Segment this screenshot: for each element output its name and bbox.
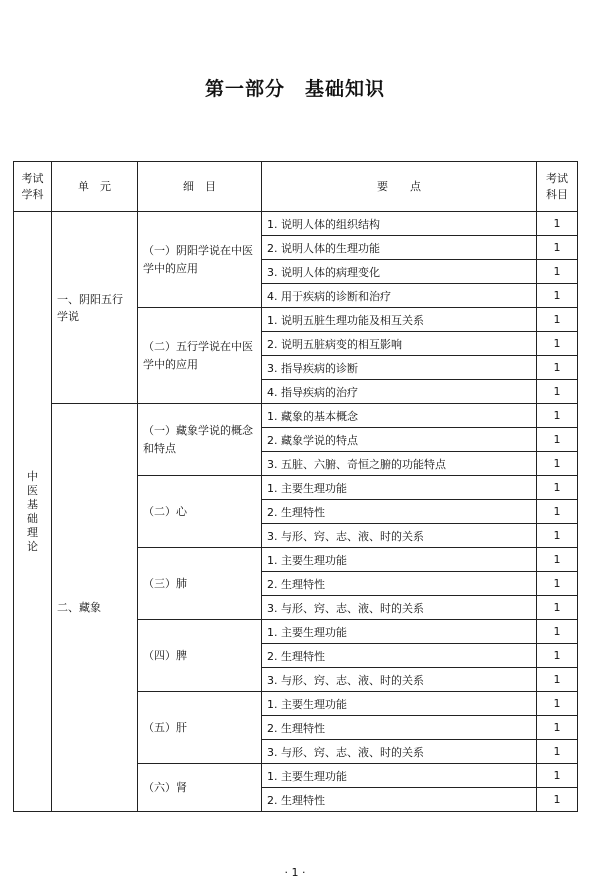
point-cell: 1. 主要生理功能: [262, 476, 537, 500]
level-cell: 1: [537, 596, 578, 620]
page-title: 第一部分 基础知识: [204, 78, 385, 100]
point-cell: 2. 生理特性: [262, 500, 537, 524]
header-level: 考试 科目: [537, 162, 578, 212]
level-cell: 1: [537, 428, 578, 452]
level-cell: 1: [537, 380, 578, 404]
item-cell: （一）阴阳学说在中医学中的应用: [138, 212, 262, 308]
level-cell: 1: [537, 260, 578, 284]
point-cell: 2. 藏象学说的特点: [262, 428, 537, 452]
item-cell: （三）肺: [138, 548, 262, 620]
level-cell: 1: [537, 740, 578, 764]
point-cell: 4. 用于疾病的诊断和治疗: [262, 284, 537, 308]
header-item: 细 目: [138, 162, 262, 212]
header-subject: 考试 学科: [14, 162, 52, 212]
point-cell: 2. 生理特性: [262, 716, 537, 740]
level-cell: 1: [537, 620, 578, 644]
point-cell: 1. 主要生理功能: [262, 692, 537, 716]
level-cell: 1: [537, 572, 578, 596]
level-cell: 1: [537, 788, 578, 812]
point-cell: 2. 说明人体的生理功能: [262, 236, 537, 260]
item-cell: （五）肝: [138, 692, 262, 764]
item-cell: （六）肾: [138, 764, 262, 812]
point-cell: 1. 主要生理功能: [262, 548, 537, 572]
point-cell: 3. 说明人体的病理变化: [262, 260, 537, 284]
point-cell: 2. 说明五脏病变的相互影响: [262, 332, 537, 356]
point-cell: 1. 说明五脏生理功能及相互关系: [262, 308, 537, 332]
header-unit: 单 元: [52, 162, 138, 212]
level-cell: 1: [537, 644, 578, 668]
point-cell: 1. 主要生理功能: [262, 764, 537, 788]
level-cell: 1: [537, 404, 578, 428]
level-cell: 1: [537, 716, 578, 740]
point-cell: 4. 指导疾病的治疗: [262, 380, 537, 404]
point-cell: 1. 主要生理功能: [262, 620, 537, 644]
unit-cell: 一、阴阳五行学说: [52, 212, 138, 404]
subject-cell: [14, 212, 52, 812]
level-cell: 1: [537, 764, 578, 788]
syllabus-table: [13, 161, 578, 812]
point-cell: 3. 与形、窍、志、液、时的关系: [262, 668, 537, 692]
table-row: [14, 404, 578, 428]
table-body: [14, 212, 578, 812]
item-cell: （四）脾: [138, 620, 262, 692]
subject-label: 中医基础理论: [27, 469, 38, 553]
table-header-row: [14, 162, 578, 212]
unit-cell: 二、藏象: [52, 404, 138, 812]
point-cell: 1. 说明人体的组织结构: [262, 212, 537, 236]
table-row: [14, 212, 578, 236]
level-cell: 1: [537, 236, 578, 260]
point-cell: 1. 藏象的基本概念: [262, 404, 537, 428]
point-cell: 3. 与形、窍、志、液、时的关系: [262, 596, 537, 620]
point-cell: 3. 指导疾病的诊断: [262, 356, 537, 380]
point-cell: 3. 与形、窍、志、液、时的关系: [262, 740, 537, 764]
level-cell: 1: [537, 548, 578, 572]
level-cell: 1: [537, 308, 578, 332]
level-cell: 1: [537, 284, 578, 308]
level-cell: 1: [537, 500, 578, 524]
page-number: · 1 ·: [284, 866, 306, 879]
point-cell: 2. 生理特性: [262, 572, 537, 596]
point-cell: 3. 与形、窍、志、液、时的关系: [262, 524, 537, 548]
point-cell: 3. 五脏、六腑、奇恒之腑的功能特点: [262, 452, 537, 476]
level-cell: 1: [537, 524, 578, 548]
item-cell: （二）五行学说在中医学中的应用: [138, 308, 262, 404]
header-point: 要 点: [262, 162, 537, 212]
level-cell: 1: [537, 668, 578, 692]
level-cell: 1: [537, 332, 578, 356]
item-cell: （二）心: [138, 476, 262, 548]
level-cell: 1: [537, 476, 578, 500]
item-cell: （一）藏象学说的概念和特点: [138, 404, 262, 476]
level-cell: 1: [537, 356, 578, 380]
level-cell: 1: [537, 692, 578, 716]
level-cell: 1: [537, 212, 578, 236]
point-cell: 2. 生理特性: [262, 788, 537, 812]
level-cell: 1: [537, 452, 578, 476]
point-cell: 2. 生理特性: [262, 644, 537, 668]
